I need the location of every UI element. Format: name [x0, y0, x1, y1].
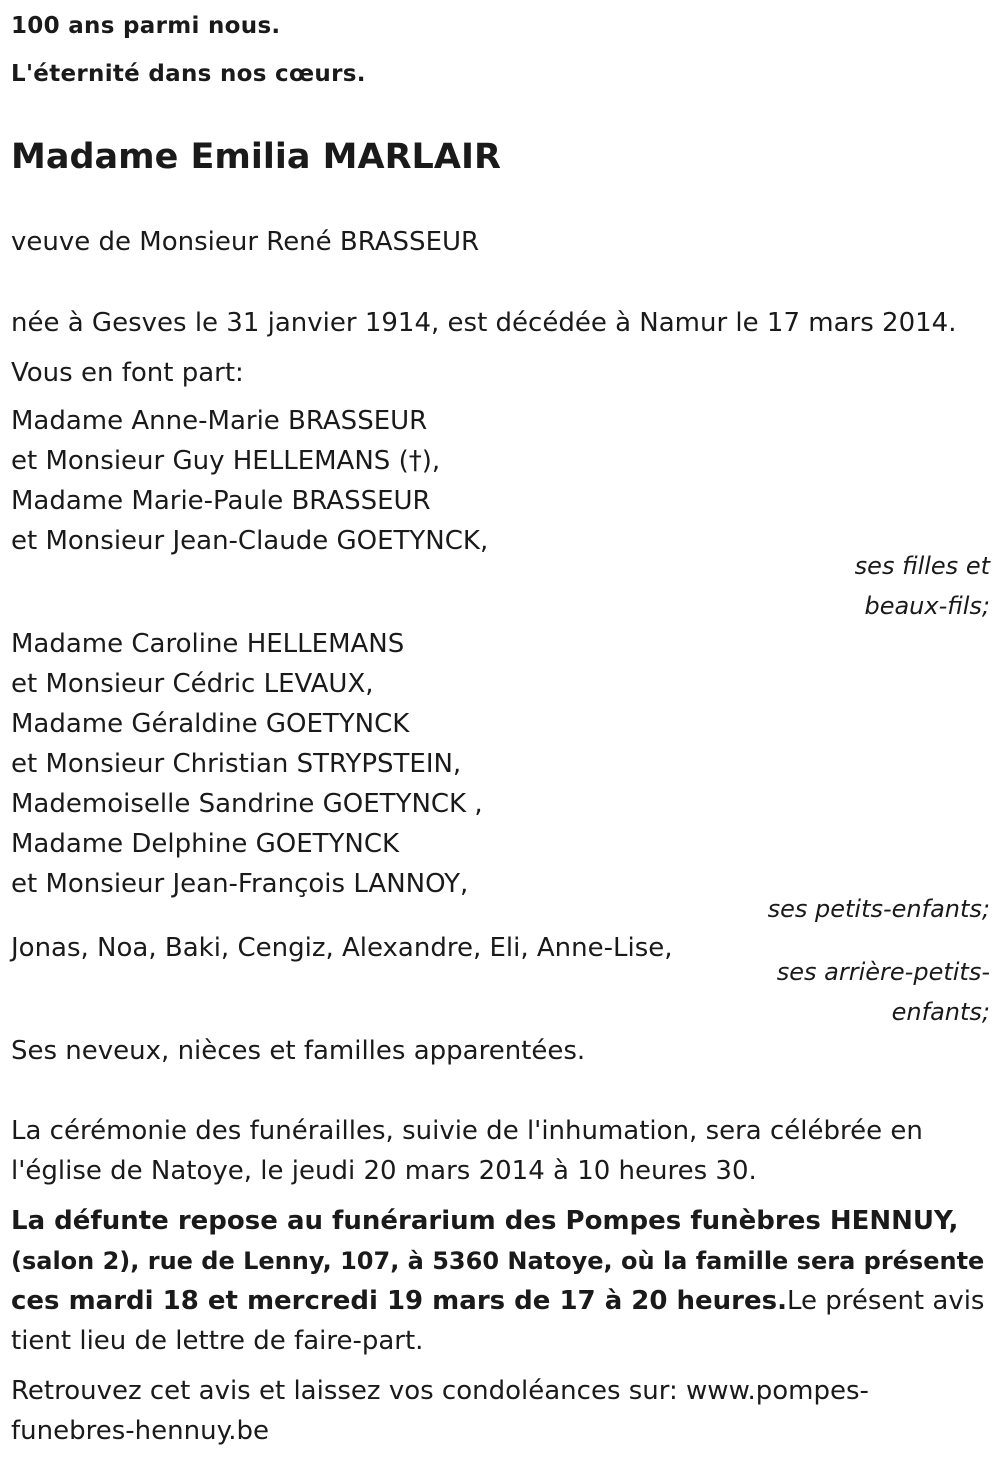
great-grandchildren-relation-1: ses arrière-petits- [776, 958, 990, 986]
family-line: Ses neveux, nièces et familles apparentées. [11, 1036, 586, 1066]
grandchild-line-3: Madame Géraldine GOETYNCK [11, 709, 410, 739]
grandchild-line-7: et Monsieur Jean-François LANNOY, [11, 869, 469, 899]
visitation-line-3 [11, 1286, 984, 1316]
grandchild-line-6: Madame Delphine GOETYNCK [11, 829, 400, 859]
daughter-line-4: et Monsieur Jean-Claude GOETYNCK, [11, 526, 489, 556]
visitation-line-2: (salon 2), rue de Lenny, 107, à 5360 Natoye, où la famille sera présente [11, 1247, 985, 1275]
daughter-line-2: et Monsieur Guy HELLEMANS (†), [11, 446, 441, 476]
daughter-line-3: Madame Marie-Paule BRASSEUR [11, 486, 431, 516]
visitation-line-1: La défunte repose au funérarium des Pompes funèbres HENNUY, [11, 1206, 959, 1236]
ceremony-line-2: l'église de Natoye, le jeudi 20 mars 2014 à 10 heures 30. [11, 1156, 757, 1186]
announce-line: Vous en font part: [11, 358, 244, 388]
daughters-relation-2: beaux-fils; [864, 592, 990, 620]
birth-death-line: née à Gesves le 31 janvier 1914, est décédée à Namur le 17 mars 2014. [11, 308, 957, 338]
tagline-1: 100 ans parmi nous. [11, 13, 281, 39]
tagline-2: L'éternité dans nos cœurs. [11, 61, 366, 87]
widow-line: veuve de Monsieur René BRASSEUR [11, 227, 480, 257]
great-grandchildren-relation-2: enfants; [891, 998, 990, 1026]
deceased-name: Madame Emilia MARLAIR [11, 137, 501, 177]
grandchild-line-4: et Monsieur Christian STRYPSTEIN, [11, 749, 462, 779]
condolences-line-2: funebres-hennuy.be [11, 1416, 270, 1446]
condolences-line-1: Retrouvez cet avis et laissez vos condoléances sur: www.pompes- [11, 1376, 869, 1406]
visitation-line-4: tient lieu de lettre de faire-part. [11, 1326, 424, 1356]
grandchild-line-2: et Monsieur Cédric LEVAUX, [11, 669, 374, 699]
ceremony-line-1: La cérémonie des funérailles, suivie de l'inhumation, sera célébrée en [11, 1116, 923, 1146]
grandchild-line-5: Mademoiselle Sandrine GOETYNCK , [11, 789, 483, 819]
great-grandchildren-names: Jonas, Noa, Baki, Cengiz, Alexandre, Eli, Anne-Lise, [11, 933, 673, 963]
daughter-line-1: Madame Anne-Marie BRASSEUR [11, 406, 428, 436]
grandchild-line-1: Madame Caroline HELLEMANS [11, 629, 405, 659]
grandchildren-relation: ses petits-enfants; [767, 895, 990, 923]
daughters-relation-1: ses filles et [854, 552, 990, 580]
visitation-hours: ces mardi 18 et mercredi 19 mars de 17 à 20 heures. [11, 1286, 787, 1316]
present-notice: Le présent avis [787, 1286, 985, 1316]
